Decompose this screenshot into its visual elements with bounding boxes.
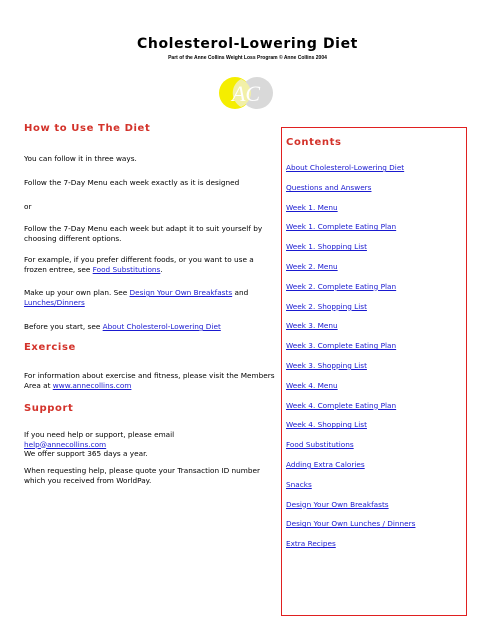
contents-box	[281, 127, 467, 616]
support-heading: Support	[24, 403, 74, 414]
page-title: Cholesterol-Lowering Diet	[137, 36, 358, 52]
about-diet-link[interactable]: About Cholesterol-Lowering Diet	[102, 322, 221, 331]
exercise-text: For information about exercise and fitness, please visit the Members Area at	[24, 371, 275, 390]
own-plan-text: Make up your own plan. See	[24, 288, 130, 297]
transaction-text: When requesting help, please quote your Transaction ID number which you received from WorldPay.	[24, 466, 261, 485]
example-end: .	[160, 264, 163, 274]
food-substitutions-link[interactable]: Food Substitutions	[92, 264, 161, 274]
contents-item-week2-shopping[interactable]: Week 2. Shopping List	[286, 301, 367, 311]
own-plan-and: and	[232, 288, 249, 297]
contents-list	[286, 163, 464, 559]
contents-item-week4-menu[interactable]: Week 4. Menu	[286, 380, 338, 390]
document-header	[0, 36, 495, 61]
lunches-dinners-link[interactable]: Lunches/Dinners	[24, 297, 85, 307]
contents-item-extra-recipes[interactable]: Extra Recipes	[286, 539, 336, 549]
example-paragraph	[24, 255, 278, 274]
contents-item-snacks[interactable]: Snacks	[286, 479, 312, 489]
example-text: For example, if you prefer different foods, or you want to use a frozen entree, see	[24, 255, 254, 274]
contents-heading: Contents	[286, 137, 342, 148]
support-email-link[interactable]: help@annecollins.com	[24, 439, 107, 449]
own-plan-paragraph	[24, 288, 278, 307]
intro-text: You can follow it in three ways.	[24, 154, 137, 163]
option2-text: Follow the 7-Day Menu each week but adapt it to suit yourself by choosing different options.	[24, 224, 263, 243]
contents-item-week2-plan[interactable]: Week 2. Complete Eating Plan	[286, 281, 397, 291]
or-text: or	[24, 202, 32, 211]
contents-item-design-breakfasts[interactable]: Design Your Own Breakfasts	[286, 499, 389, 509]
logo-text: AC	[231, 81, 261, 106]
page-subtitle: Part of the Anne Collins Weight Loss Program © Anne Collins 2004	[168, 55, 327, 61]
design-breakfasts-link[interactable]: Design Your Own Breakfasts	[129, 288, 233, 297]
exercise-heading: Exercise	[24, 342, 76, 353]
contents-item-week4-plan[interactable]: Week 4. Complete Eating Plan	[286, 400, 397, 410]
contents-item-extra-calories[interactable]: Adding Extra Calories	[286, 459, 365, 469]
contents-item-week1-shopping[interactable]: Week 1. Shopping List	[286, 242, 367, 252]
before-paragraph	[24, 322, 278, 332]
contents-item-week2-menu[interactable]: Week 2. Menu	[286, 261, 338, 271]
contents-item-week3-menu[interactable]: Week 3. Menu	[286, 321, 338, 331]
contents-item-week1-menu[interactable]: Week 1. Menu	[286, 202, 338, 212]
contents-item-about-diet[interactable]: About Cholesterol-Lowering Diet	[286, 163, 405, 172]
option1-text: Follow the 7-Day Menu each week exactly as it is designed	[24, 178, 240, 187]
exercise-paragraph	[24, 371, 278, 390]
contents-item-design-lunches-dinners[interactable]: Design Your Own Lunches / Dinners	[286, 519, 416, 529]
contents-item-food-substitutions[interactable]: Food Substitutions	[286, 440, 354, 450]
contents-item-questions[interactable]: Questions and Answers	[286, 182, 372, 192]
contents-item-week3-plan[interactable]: Week 3. Complete Eating Plan	[286, 341, 397, 351]
contents-item-week1-plan[interactable]: Week 1. Complete Eating Plan	[286, 222, 397, 232]
contents-item-week3-shopping[interactable]: Week 3. Shopping List	[286, 360, 367, 370]
how-to-use-heading: How to Use The Diet	[24, 123, 151, 134]
support-days: We offer support 365 days a year.	[24, 449, 148, 458]
annecollins-website-link[interactable]: www.annecollins.com	[52, 380, 132, 390]
support-paragraph	[24, 430, 278, 459]
contents-item-week4-shopping[interactable]: Week 4. Shopping List	[286, 420, 367, 430]
anne-collins-logo	[217, 76, 275, 110]
before-text: Before you start, see	[24, 322, 103, 331]
support-text: If you need help or support, please email	[24, 430, 175, 439]
